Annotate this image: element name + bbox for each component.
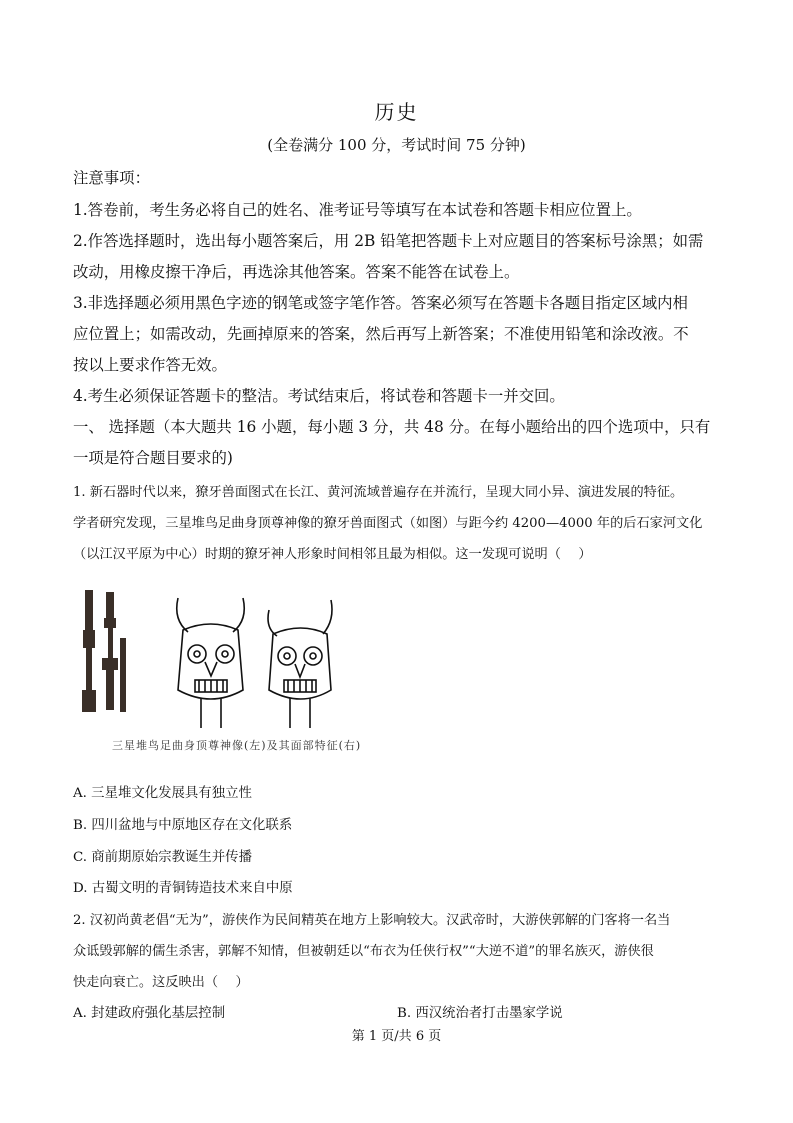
q1-option-d: D. 古蜀文明的青铜铸造技术来自中原 xyxy=(73,881,293,896)
q1-option-c: C. 商前期原始宗教诞生并传播 xyxy=(73,850,252,865)
section-heading: 一、 选择题（本大题共 16 小题，每小题 3 分，共 48 分。在每小题给出的四个选项中，只有 xyxy=(73,418,711,436)
notice-line: 2.作答选择题时，选出每小题答案后，用 2B 铅笔把答题卡上对应题目的答案标号涂黑；如需 xyxy=(73,232,704,250)
q2-option-b: B. 西汉统治者打击墨家学说 xyxy=(397,1006,563,1021)
q1-option-b: B. 四川盆地与中原地区存在文化联系 xyxy=(73,818,293,833)
question-2-text: 众诋毁郭解的儒生杀害，郭解不知情，但被朝廷以“布衣为任侠行权”“大逆不道”的罪名族灭，游侠很 xyxy=(73,944,654,959)
sanxingdui-figure xyxy=(73,580,373,730)
question-2-text: 快走向衰亡。这反映出（ ） xyxy=(73,975,249,990)
notice-line: 1.答卷前，考生务必将自己的姓名、准考证号等填写在本试卷和答题卡相应位置上。 xyxy=(73,201,642,219)
notice-line: 4.考生必须保证答题卡的整洁。考试结束后，将试卷和答题卡一并交回。 xyxy=(73,387,565,405)
notice-heading: 注意事项： xyxy=(73,169,150,187)
page-number: 第 1 页/共 6 页 xyxy=(351,1029,442,1044)
exam-info: (全卷满分 100 分，考试时间 75 分钟) xyxy=(267,136,526,154)
question-1-text: 1. 新石器时代以来，獠牙兽面图式在长江、黄河流域普遍存在并流行，呈现大同小异、演进发展的特征。 xyxy=(73,485,684,500)
notice-line: 3.非选择题必须用黑色字迹的钢笔或签字笔作答。答案必须写在答题卡各题目指定区域内相 xyxy=(73,294,688,312)
figure-caption: 三星堆鸟足曲身顶尊神像(左)及其面部特征(右) xyxy=(112,739,362,752)
question-1-text: 学者研究发现，三星堆鸟足曲身顶尊神像的獠牙兽面图式（如图）与距今约 4200—4000 年的后石家河文化 xyxy=(73,516,703,531)
sanxingdui-statue-illustration xyxy=(73,580,373,730)
section-heading-cont: 一项是符合题目要求的) xyxy=(73,449,233,467)
page-title: 历史 xyxy=(374,100,419,124)
question-2-text: 2. 汉初尚黄老倡“无为”，游侠作为民间精英在地方上影响较大。汉武帝时，大游侠郭解的门客将一名当 xyxy=(73,913,671,928)
q2-option-a: A. 封建政府强化基层控制 xyxy=(73,1006,226,1021)
notice-line: 改动，用橡皮擦干净后，再选涂其他答案。答案不能答在试卷上。 xyxy=(73,263,520,281)
notice-line: 按以上要求作答无效。 xyxy=(73,356,227,374)
q1-option-a: A. 三星堆文化发展具有独立性 xyxy=(73,786,252,801)
notice-line: 应位置上；如需改动，先画掉原来的答案，然后再写上新答案；不准使用铅笔和涂改液。不 xyxy=(73,325,689,343)
question-1-text: （以江汉平原为中心）时期的獠牙神人形象时间相邻且最为相似。这一发现可说明（ ） xyxy=(73,547,592,562)
